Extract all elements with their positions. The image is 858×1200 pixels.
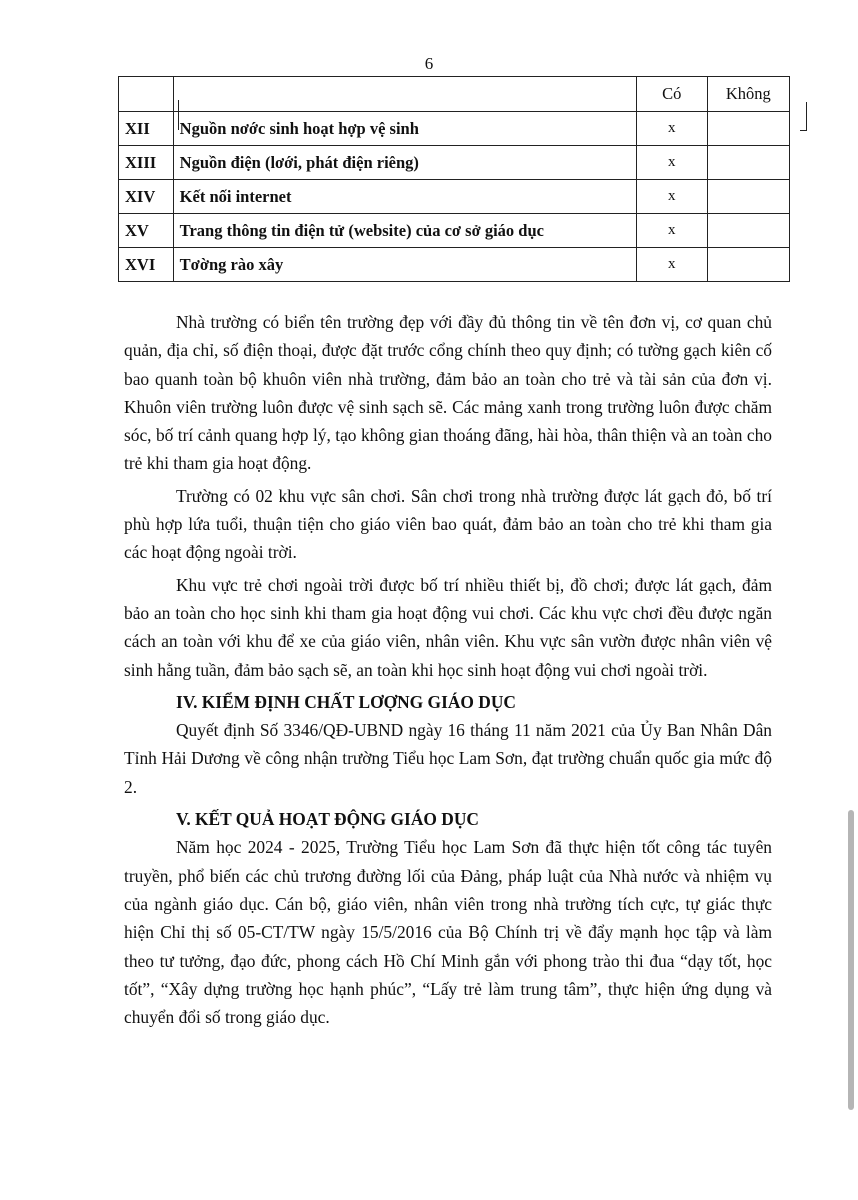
row-khong-cell (707, 214, 789, 248)
paragraph-decision: Quyết định Số 3346/QĐ-UBND ngày 16 tháng 11 năm 2021 của Ủy Ban Nhân Dân Tỉnh Hải Dương về công nhận trường Tiểu học Lam Sơn, đạt trường chuẩn quốc gia mức độ 2. (124, 720, 772, 797)
table-header-row (119, 77, 790, 112)
header-item-cell (173, 77, 636, 112)
table-row (119, 248, 790, 282)
row-khong-cell (707, 248, 789, 282)
row-co-cell: x (636, 180, 707, 214)
row-num-cell: XIII (119, 146, 174, 180)
row-khong-cell (707, 180, 789, 214)
table-row (119, 214, 790, 248)
criteria-table (118, 76, 790, 282)
paragraph-outdoor-area: Khu vực trẻ chơi ngoài trời được bố trí nhiều thiết bị, đồ chơi; được lát gạch, đảm bảo an toàn cho học sinh khi tham gia hoạt động vui chơi. Các khu vực chơi đều được ngăn cách an toàn với khu để xe của giáo viên, nhân viên. Khu vực sân vườn được nhân viên vệ sinh hằng tuần, đảm bảo sạch sẽ, an toàn khi học sinh hoạt động vui chơi ngoài trời. (124, 574, 772, 680)
text-cursor-mark (178, 100, 179, 130)
row-item-cell: Trang thông tin điện tử (website) của cơ sở giáo dục (173, 214, 636, 248)
row-item-cell: Nguồn nơớc sinh hoạt hợp vệ sinh (173, 112, 636, 146)
row-khong-cell (707, 146, 789, 180)
document-body (124, 308, 772, 1035)
table-row (119, 180, 790, 214)
row-num-cell: XII (119, 112, 174, 146)
row-co-cell: x (636, 112, 707, 146)
heading-education-results: V. KẾT QUẢ HOẠT ĐỘNG GIÁO DỤC (176, 809, 479, 830)
row-item-cell: Tơờng rào xây (173, 248, 636, 282)
header-num-cell (119, 77, 174, 112)
corner-bracket-mark (800, 102, 807, 131)
row-num-cell: XV (119, 214, 174, 248)
table-row (119, 146, 790, 180)
table-row (119, 112, 790, 146)
row-item-cell: Kết nối internet (173, 180, 636, 214)
scrollbar[interactable] (848, 810, 854, 1110)
row-num-cell: XVI (119, 248, 174, 282)
header-co-cell: Có (636, 77, 707, 112)
paragraph-school-sign: Nhà trường có biển tên trường đẹp với đầy đủ thông tin về tên đơn vị, cơ quan chủ quản, địa chỉ, số điện thoại, được đặt trước cổng chính theo quy định; có tường gạch kiên cố bao quanh toàn bộ khuôn viên nhà trường, đảm bảo an toàn cho trẻ và tài sản của đơn vị. Khuôn viên trường luôn được vệ sinh sạch sẽ. Các mảng xanh trong trường luôn được chăm sóc, bố trí cảnh quang hợp lý, tạo không gian thoáng đãng, hài hòa, thân thiện và an toàn cho trẻ khi tham gia hoạt động. (124, 312, 772, 474)
header-khong-cell: Không (707, 77, 789, 112)
row-co-cell: x (636, 146, 707, 180)
paragraph-playgrounds: Trường có 02 khu vực sân chơi. Sân chơi trong nhà trường được lát gạch đỏ, bố trí phù hợp lứa tuổi, thuận tiện cho giáo viên bao quát, đảm bảo an toàn cho trẻ khi tham gia các hoạt động ngoài trời. (124, 485, 772, 563)
row-co-cell: x (636, 214, 707, 248)
row-khong-cell (707, 112, 789, 146)
row-item-cell: Nguồn điện (lơới, phát điện riêng) (173, 146, 636, 180)
row-num-cell: XIV (119, 180, 174, 214)
row-co-cell: x (636, 248, 707, 282)
heading-quality-accreditation: IV. KIỂM ĐỊNH CHẤT LƠỢNG GIÁO DỤC (176, 691, 516, 712)
page-number: 6 (424, 54, 434, 73)
paragraph-school-year: Năm học 2024 - 2025, Trường Tiểu học Lam Sơn đã thực hiện tốt công tác tuyên truyền, phổ biến các chủ trương đường lối của Đảng, pháp luật của Nhà nước và nhiệm vụ của ngành giáo dục. Cán bộ, giáo viên, nhân viên trong nhà trường tích cực, tự giác thực hiện Chỉ thị số 05-CT/TW ngày 15/5/2016 của Bộ Chính trị về đẩy mạnh học tập và làm theo tư tưởng, đạo đức, phong cách Hồ Chí Minh gắn với phong trào thi đua “dạy tốt, học tốt”, “Xây dựng trường học hạnh phúc”, “Lấy trẻ làm trung tâm”, thực hiện ứng dụng và chuyển đổi số trong giáo dục. (124, 837, 772, 1028)
